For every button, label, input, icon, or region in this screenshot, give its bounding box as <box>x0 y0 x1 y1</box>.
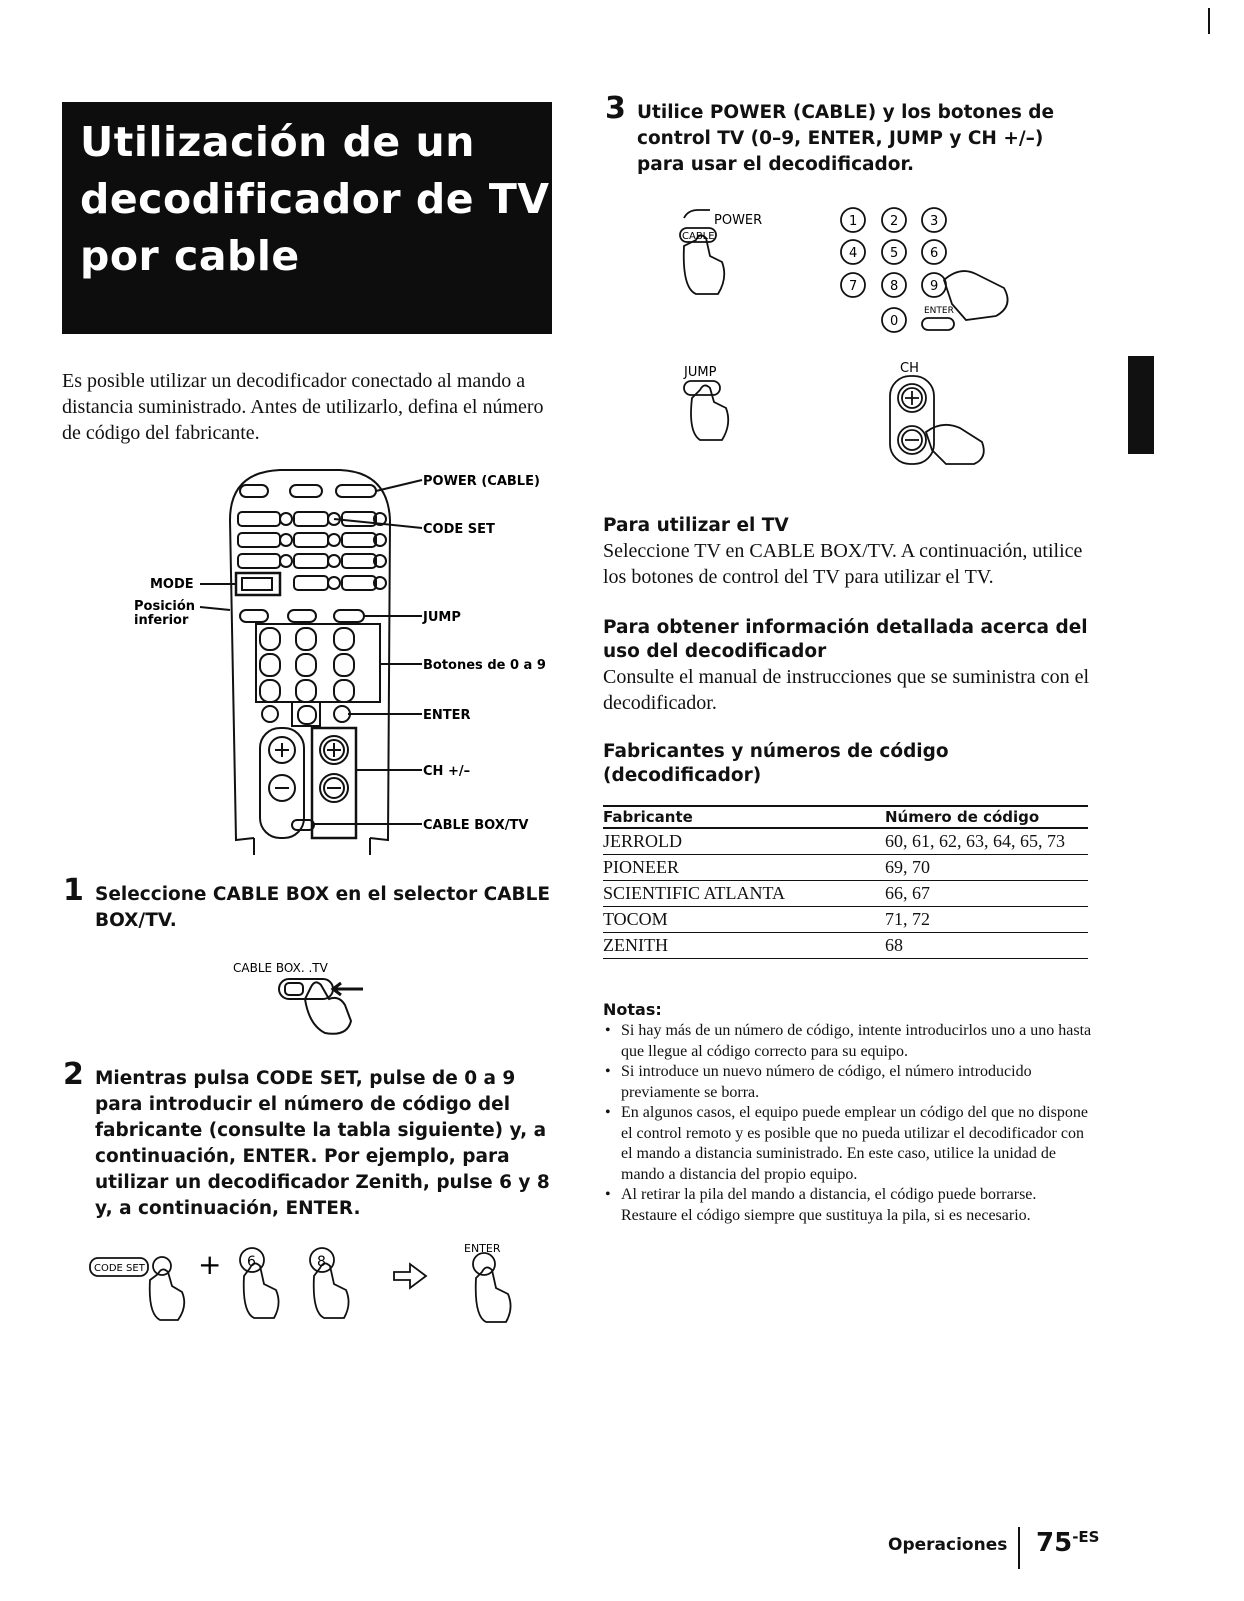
step-3-number: 3 <box>605 91 626 126</box>
notes-title: Notas: <box>603 1000 662 1019</box>
table-header-row <box>603 806 1088 828</box>
manufacturer-cell: JERROLD <box>603 828 885 855</box>
digit-3: 3 <box>930 214 939 229</box>
table-row <box>603 828 1088 855</box>
ch-label: CH <box>900 361 919 376</box>
page-number: 75 <box>1036 1528 1073 1558</box>
notes-list <box>603 1021 1093 1226</box>
use-tv-text: Seleccione TV en CABLE BOX/TV. A continuación, utilice los botones de control del TV para utilizar el TV. <box>603 540 1083 588</box>
digit-0: 0 <box>890 314 899 329</box>
remote-control-illustration <box>130 460 550 880</box>
manufacturer-cell: ZENITH <box>603 933 885 959</box>
enter-small-label: ENTER <box>924 306 954 316</box>
digit-9: 9 <box>930 279 939 294</box>
note-item: • Al retirar la pila del mando a distancia, el código puede borrarse. Restaure el código siempre que sustituya la pila, si es necesario. <box>603 1185 1093 1226</box>
label-jump: JUMP <box>423 610 461 625</box>
cable-key: CABLE <box>682 231 715 242</box>
header-manufacturer: Fabricante <box>603 806 885 828</box>
step-1-text: Seleccione CABLE BOX en el selector CABLE BOX/TV. <box>95 884 551 931</box>
step-3-text: Utilice POWER (CABLE) y los botones de control TV (0–9, ENTER, JUMP y CH +/–) para usar el decodificador. <box>637 102 1055 175</box>
digit-2: 2 <box>890 214 899 229</box>
plus-sign: + <box>198 1248 222 1281</box>
footer-divider <box>1018 1527 1020 1569</box>
note-item: • En algunos casos, el equipo puede emplear un código del que no dispone el control remoto y es posible que no pueda utilizar el decodificador con el mando a distancia suministrado. En este caso, utilice la unidad de mando a distancia del propio equipo. <box>603 1103 1093 1185</box>
manufacturer-cell: PIONEER <box>603 855 885 881</box>
info-heading: Para obtener información detallada acerca del uso del decodificador <box>603 617 1088 662</box>
switch-label: CABLE BOX. .TV <box>233 961 328 975</box>
manufacturer-cell: SCIENTIFIC ATLANTA <box>603 881 885 907</box>
label-mode: MODE <box>150 577 194 592</box>
code-cell: 68 <box>885 933 1088 959</box>
label-position-1: Posición <box>134 599 196 614</box>
table-row <box>603 855 1088 881</box>
key-6: 6 <box>247 1254 256 1270</box>
title-block <box>62 102 552 334</box>
cable-box-switch-illustration <box>225 955 385 1045</box>
intro-paragraph: Es posible utilizar un decodificador conectado al mando a distancia suministrado. Antes de utilizarlo, defina el número de código del fabricante. <box>62 370 544 444</box>
label-ch: CH +/– <box>423 764 471 779</box>
footer-page-number <box>1036 1528 1099 1558</box>
power-label: POWER <box>714 213 763 228</box>
digit-1: 1 <box>849 214 858 229</box>
code-set-key: CODE SET <box>94 1263 145 1274</box>
note-item: • Si introduce un nuevo número de código, el número introducido previamente se borra. <box>603 1062 1093 1103</box>
step-3 <box>605 91 1087 178</box>
footer-section-name: Operaciones <box>888 1535 1008 1555</box>
note-item: • Si hay más de un número de código, intente introducirlos uno a uno hasta que llegue al código correcto para su equipo. <box>603 1021 1093 1062</box>
label-position-2: inferior <box>134 613 189 628</box>
code-entry-illustration <box>88 1236 528 1336</box>
code-cell: 69, 70 <box>885 855 1088 881</box>
table-heading: Fabricantes y números de código (decodificador) <box>603 741 949 786</box>
corner-rule <box>1208 8 1210 34</box>
digit-6: 6 <box>930 246 939 261</box>
digit-7: 7 <box>849 279 858 294</box>
jump-label: JUMP <box>684 365 717 380</box>
step-1-number: 1 <box>63 873 84 908</box>
digit-5: 5 <box>890 246 899 261</box>
enter-key-label: ENTER <box>464 1242 501 1255</box>
label-buttons-0-9: Botones de 0 a 9 <box>423 658 546 673</box>
digit-8: 8 <box>890 279 899 294</box>
page-suffix: -ES <box>1072 1528 1100 1546</box>
step-2 <box>63 1057 555 1222</box>
table-row <box>603 933 1088 959</box>
code-cell: 71, 72 <box>885 907 1088 933</box>
label-power-cable: POWER (CABLE) <box>423 474 540 489</box>
label-enter: ENTER <box>423 708 471 723</box>
page-title: Utilización de un decodificador de TV por cable <box>80 118 550 280</box>
manufacturer-code-table <box>603 805 1088 959</box>
step-2-number: 2 <box>63 1057 84 1092</box>
use-tv-heading: Para utilizar el TV <box>603 515 789 536</box>
label-code-set: CODE SET <box>423 522 495 537</box>
step-1 <box>63 873 555 934</box>
section-tab-marker <box>1128 356 1154 454</box>
header-code-number: Número de código <box>885 806 1088 828</box>
step-2-text: Mientras pulsa CODE SET, pulse de 0 a 9 para introducir el número de código del fabricante (consulte la tabla siguiente) y, a continuación, ENTER. Por ejemplo, para utilizar un decodificador Zenith, pulse 6 y 8 y, a continuación, ENTER. <box>95 1068 550 1219</box>
table-row <box>603 881 1088 907</box>
manufacturer-cell: TOCOM <box>603 907 885 933</box>
code-cell: 60, 61, 62, 63, 64, 65, 73 <box>885 828 1088 855</box>
digit-4: 4 <box>849 246 858 261</box>
label-cable-box-tv: CABLE BOX/TV <box>423 818 529 833</box>
tv-controls-illustration <box>670 196 1050 476</box>
code-cell: 66, 67 <box>885 881 1088 907</box>
key-8: 8 <box>317 1254 326 1270</box>
info-text: Consulte el manual de instrucciones que se suministra con el decodificador. <box>603 666 1089 714</box>
table-row <box>603 907 1088 933</box>
